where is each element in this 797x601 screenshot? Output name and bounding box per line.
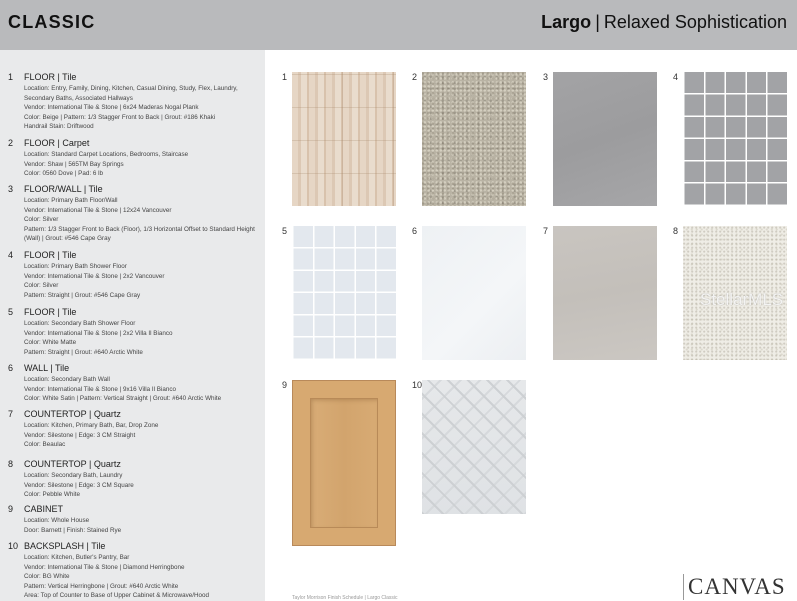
spec-detail-line: Vendor: International Tile & Stone | 2x2 Vancouver xyxy=(24,272,165,280)
spec-detail-line: Color: BG White xyxy=(24,573,70,581)
wood-plank-tile-swatch xyxy=(292,72,396,206)
spec-detail-line: Vendor: International Tile & Stone | Diamond Herringbone xyxy=(24,563,185,571)
spec-detail-line: Location: Primary Bath Shower Floor xyxy=(24,263,127,270)
spec-number: 2 xyxy=(8,138,14,148)
spec-title: FLOOR | Tile xyxy=(24,307,77,317)
collection-title xyxy=(541,12,787,33)
spec-number: 3 xyxy=(8,184,14,194)
footnote: Taylor Morrison Finish Schedule | Largo Classic xyxy=(292,595,398,601)
swatch-number: 5 xyxy=(282,226,288,236)
spec-detail-line: Color: White Matte xyxy=(24,339,77,347)
cabinet-door-swatch xyxy=(292,380,396,546)
swatch-number: 4 xyxy=(673,72,679,82)
spec-details xyxy=(24,471,262,500)
mosaic-tile-swatch xyxy=(683,72,787,206)
silver-tile-swatch xyxy=(553,72,657,206)
spec-detail-line: Location: Secondary Bath Shower Floor xyxy=(24,320,136,327)
spec-number: 6 xyxy=(8,363,14,373)
spec-title: FLOOR | Tile xyxy=(24,250,77,260)
spec-detail-line: Pattern: 1/3 Stagger Front to Back (Floor), 1/3 Horizontal Offset to Standard Height (Wall) | Grout: #546 Cape Gray xyxy=(24,225,255,243)
swatch-number: 10 xyxy=(412,380,423,390)
cabinet-panel-icon xyxy=(310,398,378,528)
swatch-number: 7 xyxy=(543,226,549,236)
spec-detail-line: Location: Secondary Bath, Laundry xyxy=(24,472,123,479)
swatch-number: 6 xyxy=(412,226,418,236)
spec-detail-line: Vendor: International Tile & Stone | 2x2 Villa Il Bianco xyxy=(24,329,173,337)
spec-detail-line: Color: Beige | Pattern: 1/3 Stagger Front to Back | Grout: #186 Khaki xyxy=(24,113,216,121)
spec-title: BACKSPLASH | Tile xyxy=(24,541,106,551)
spec-detail-line: Vendor: Shaw | 565TM Bay Springs xyxy=(24,160,124,168)
spec-detail-line: Area: Top of Counter to Base of Upper Cabinet & Microwave/Hood xyxy=(24,592,210,600)
swatch-number: 1 xyxy=(282,72,288,82)
white-wall-tile-swatch xyxy=(422,226,526,360)
spec-number: 9 xyxy=(8,504,14,514)
spec-number: 4 xyxy=(8,250,14,260)
spec-details xyxy=(24,375,262,404)
spec-number: 8 xyxy=(8,459,14,469)
spec-title: FLOOR/WALL | Tile xyxy=(24,184,103,194)
brand-title: CLASSIC xyxy=(8,12,96,32)
spec-number: 5 xyxy=(8,307,14,317)
spec-number: 10 xyxy=(8,541,19,551)
spec-number: 7 xyxy=(8,409,14,419)
spec-details xyxy=(24,553,262,601)
swatch-gallery xyxy=(265,50,797,601)
spec-sidebar xyxy=(0,50,265,601)
spec-details xyxy=(24,150,262,179)
white-mosaic-swatch xyxy=(292,226,396,360)
swatch-number: 3 xyxy=(543,72,549,82)
spec-detail-line: Color: Beaulac xyxy=(24,441,66,449)
spec-details xyxy=(24,421,262,450)
spec-detail-line: Pattern: Straight | Grout: #546 Cape Gray xyxy=(24,291,141,299)
header-bar xyxy=(0,0,797,50)
carpet-swatch xyxy=(422,72,526,206)
spec-detail-line: Color: 0560 Dove | Pad: 6 lb xyxy=(24,170,103,178)
collection-name: Largo xyxy=(541,12,592,32)
spec-details xyxy=(24,84,262,132)
collection-separator: | xyxy=(595,12,600,32)
spec-details xyxy=(24,319,262,357)
swatch-number: 8 xyxy=(673,226,679,236)
spec-title: FLOOR | Carpet xyxy=(24,138,90,148)
spec-title: CABINET xyxy=(24,504,64,514)
spec-number: 1 xyxy=(8,72,14,82)
spec-title: COUNTERTOP | Quartz xyxy=(24,459,121,469)
spec-detail-line: Vendor: International Tile & Stone | 12x24 Vancouver xyxy=(24,206,172,214)
spec-detail-line: Door: Barnett | Finish: Stained Rye xyxy=(24,526,122,534)
swatch-number: 9 xyxy=(282,380,288,390)
spec-detail-line: Color: Pebble White xyxy=(24,491,80,499)
spec-detail-line: Vendor: International Tile & Stone | 9x16 Villa Il Bianco xyxy=(24,385,177,393)
spec-detail-line: Pattern: Straight | Grout: #640 Arctic White xyxy=(24,348,143,356)
spec-detail-line: Color: Silver xyxy=(24,282,59,290)
spec-detail-line: Location: Secondary Bath Wall xyxy=(24,376,110,383)
spec-title: COUNTERTOP | Quartz xyxy=(24,409,121,419)
spec-detail-line: Vendor: Silestone | Edge: 3 CM Square xyxy=(24,481,134,489)
spec-detail-line: Location: Kitchen, Butler's Pantry, Bar xyxy=(24,554,130,561)
spec-detail-line: Location: Standard Carpet Locations, Bedrooms, Staircase xyxy=(24,151,189,158)
herringbone-tile-swatch xyxy=(422,380,526,514)
spec-detail-line: Vendor: International Tile & Stone | 6x24 Maderas Nogal Plank xyxy=(24,104,199,112)
spec-detail-line: Pattern: Vertical Herringbone | Grout: #640 Arctic White xyxy=(24,582,179,590)
spec-details xyxy=(24,196,262,244)
spec-detail-line: Location: Kitchen, Primary Bath, Bar, Drop Zone xyxy=(24,422,159,429)
spec-title: WALL | Tile xyxy=(24,363,70,373)
canvas-logo: CANVAS xyxy=(683,574,786,600)
collection-tagline: Relaxed Sophistication xyxy=(603,12,787,32)
swatch-number: 2 xyxy=(412,72,418,82)
spec-detail-line: Location: Primary Bath Floor/Wall xyxy=(24,197,118,204)
spec-detail-line: Color: White Satin | Pattern: Vertical Straight | Grout: #640 Arctic White xyxy=(24,395,222,403)
spec-detail-line: Handrail Stain: Driftwood xyxy=(24,123,94,131)
spec-detail-line: Location: Whole House xyxy=(24,517,90,524)
spec-title: FLOOR | Tile xyxy=(24,72,77,82)
spec-detail-line: Location: Entry, Family, Dining, Kitchen, Casual Dining, Study, Flex, Laundry, Secondary Baths, Associated Hallways xyxy=(24,85,238,102)
watermark: StellarMLS xyxy=(700,290,784,309)
beaulac-quartz-swatch xyxy=(553,226,657,360)
spec-details xyxy=(24,516,262,535)
spec-details xyxy=(24,262,262,300)
spec-detail-line: Vendor: Silestone | Edge: 3 CM Straight xyxy=(24,431,136,439)
spec-detail-line: Color: Silver xyxy=(24,216,59,224)
